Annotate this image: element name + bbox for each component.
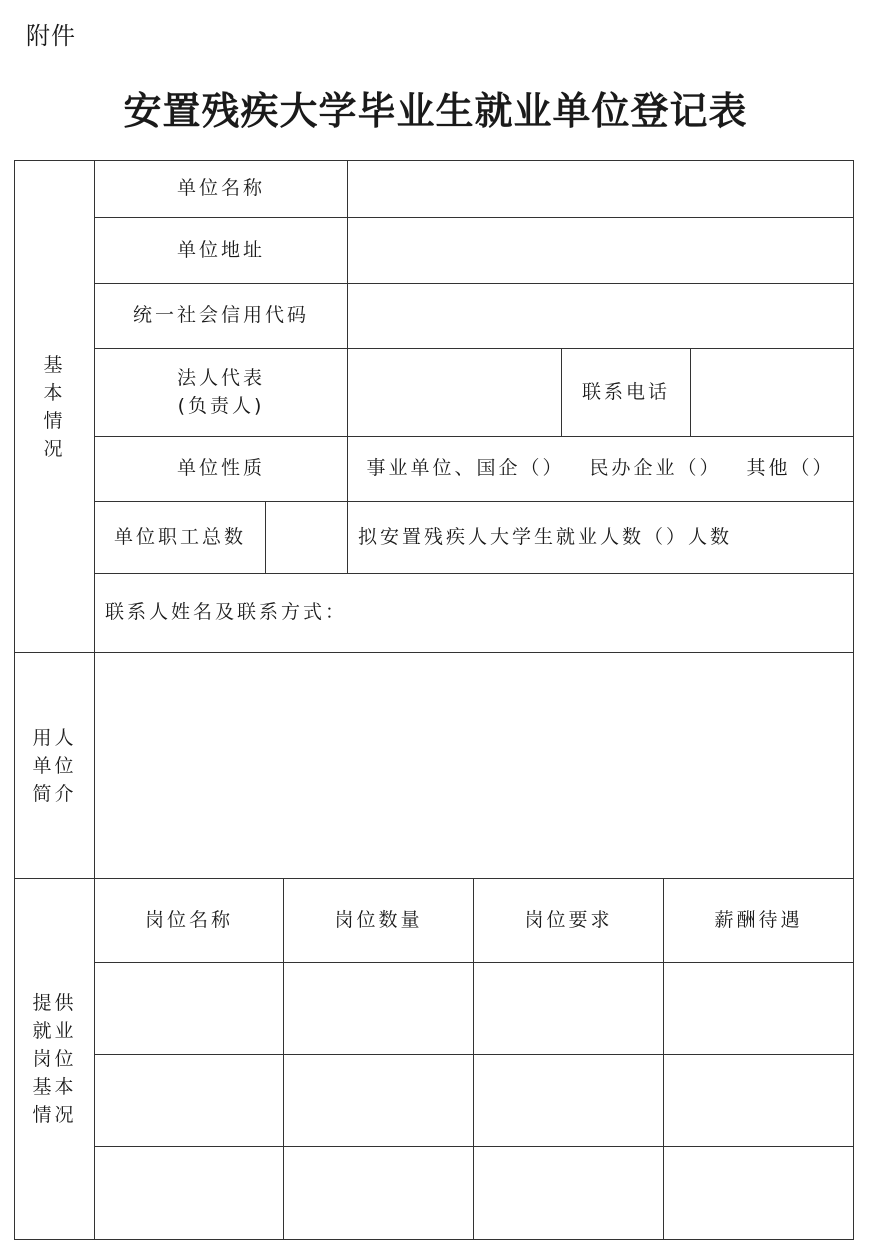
position-row-2-count[interactable] [284, 1055, 473, 1146]
form-title: 安置残疾大学毕业生就业单位登记表 [123, 88, 748, 133]
staff-total-label: 单位职工总数 [113, 525, 246, 548]
unit-nature-label: 单位性质 [176, 457, 265, 480]
planned-hire-label: 拟安置残疾人大学生就业人数（）人数 [358, 525, 733, 548]
legal-rep-label [95, 349, 347, 436]
position-row-3-name[interactable] [95, 1147, 283, 1239]
unit-nature-options [348, 437, 853, 501]
unit-name-label: 单位名称 [176, 177, 265, 200]
positions-header-count: 岗位数量 [334, 908, 423, 931]
position-row-1-name[interactable] [95, 963, 283, 1054]
section-label-basic-info: 基本情况 [43, 353, 66, 460]
positions-header-name: 岗位名称 [144, 908, 233, 931]
positions-header-requirements: 岗位要求 [524, 908, 613, 931]
positions-header-salary: 薪酬待遇 [714, 908, 803, 931]
position-row-2-requirements[interactable] [474, 1055, 663, 1146]
unit-address-field[interactable] [348, 218, 853, 283]
staff-total-field[interactable] [266, 502, 347, 573]
position-row-3-salary[interactable] [664, 1147, 853, 1239]
position-row-3-count[interactable] [284, 1147, 473, 1239]
legal-rep-field[interactable] [348, 349, 561, 436]
nature-option-private[interactable]: 民办企业（） [589, 457, 722, 480]
registration-form [14, 160, 854, 1240]
phone-field[interactable] [691, 349, 853, 436]
unit-name-field[interactable] [348, 161, 853, 217]
position-row-2-name[interactable] [95, 1055, 283, 1146]
position-row-3-requirements[interactable] [474, 1147, 663, 1239]
position-row-1-salary[interactable] [664, 963, 853, 1054]
contact-label: 联系人姓名及联系方式： [105, 601, 348, 624]
legal-rep-label-text: 法人代表 [176, 366, 265, 389]
position-row-1-requirements[interactable] [474, 963, 663, 1054]
legal-rep-sub-label: (负责人) [177, 394, 265, 417]
credit-code-field[interactable] [348, 284, 853, 348]
credit-code-label: 统一社会信用代码 [132, 304, 309, 327]
unit-intro-field[interactable] [95, 653, 853, 878]
nature-option-state[interactable]: 事业单位、国企（） [366, 457, 565, 480]
section-label-positions: 提供就业岗位基本情况 [32, 992, 77, 1126]
phone-label: 联系电话 [581, 380, 670, 403]
nature-option-other[interactable]: 其他（） [746, 457, 835, 480]
unit-address-label: 单位地址 [176, 238, 265, 261]
section-label-unit-intro: 用人单位简介 [32, 726, 77, 805]
table-border-right [853, 160, 854, 1240]
position-row-1-count[interactable] [284, 963, 473, 1054]
attachment-label: 附件 [26, 22, 76, 50]
table-border-bottom [14, 1239, 854, 1240]
position-row-2-salary[interactable] [664, 1055, 853, 1146]
